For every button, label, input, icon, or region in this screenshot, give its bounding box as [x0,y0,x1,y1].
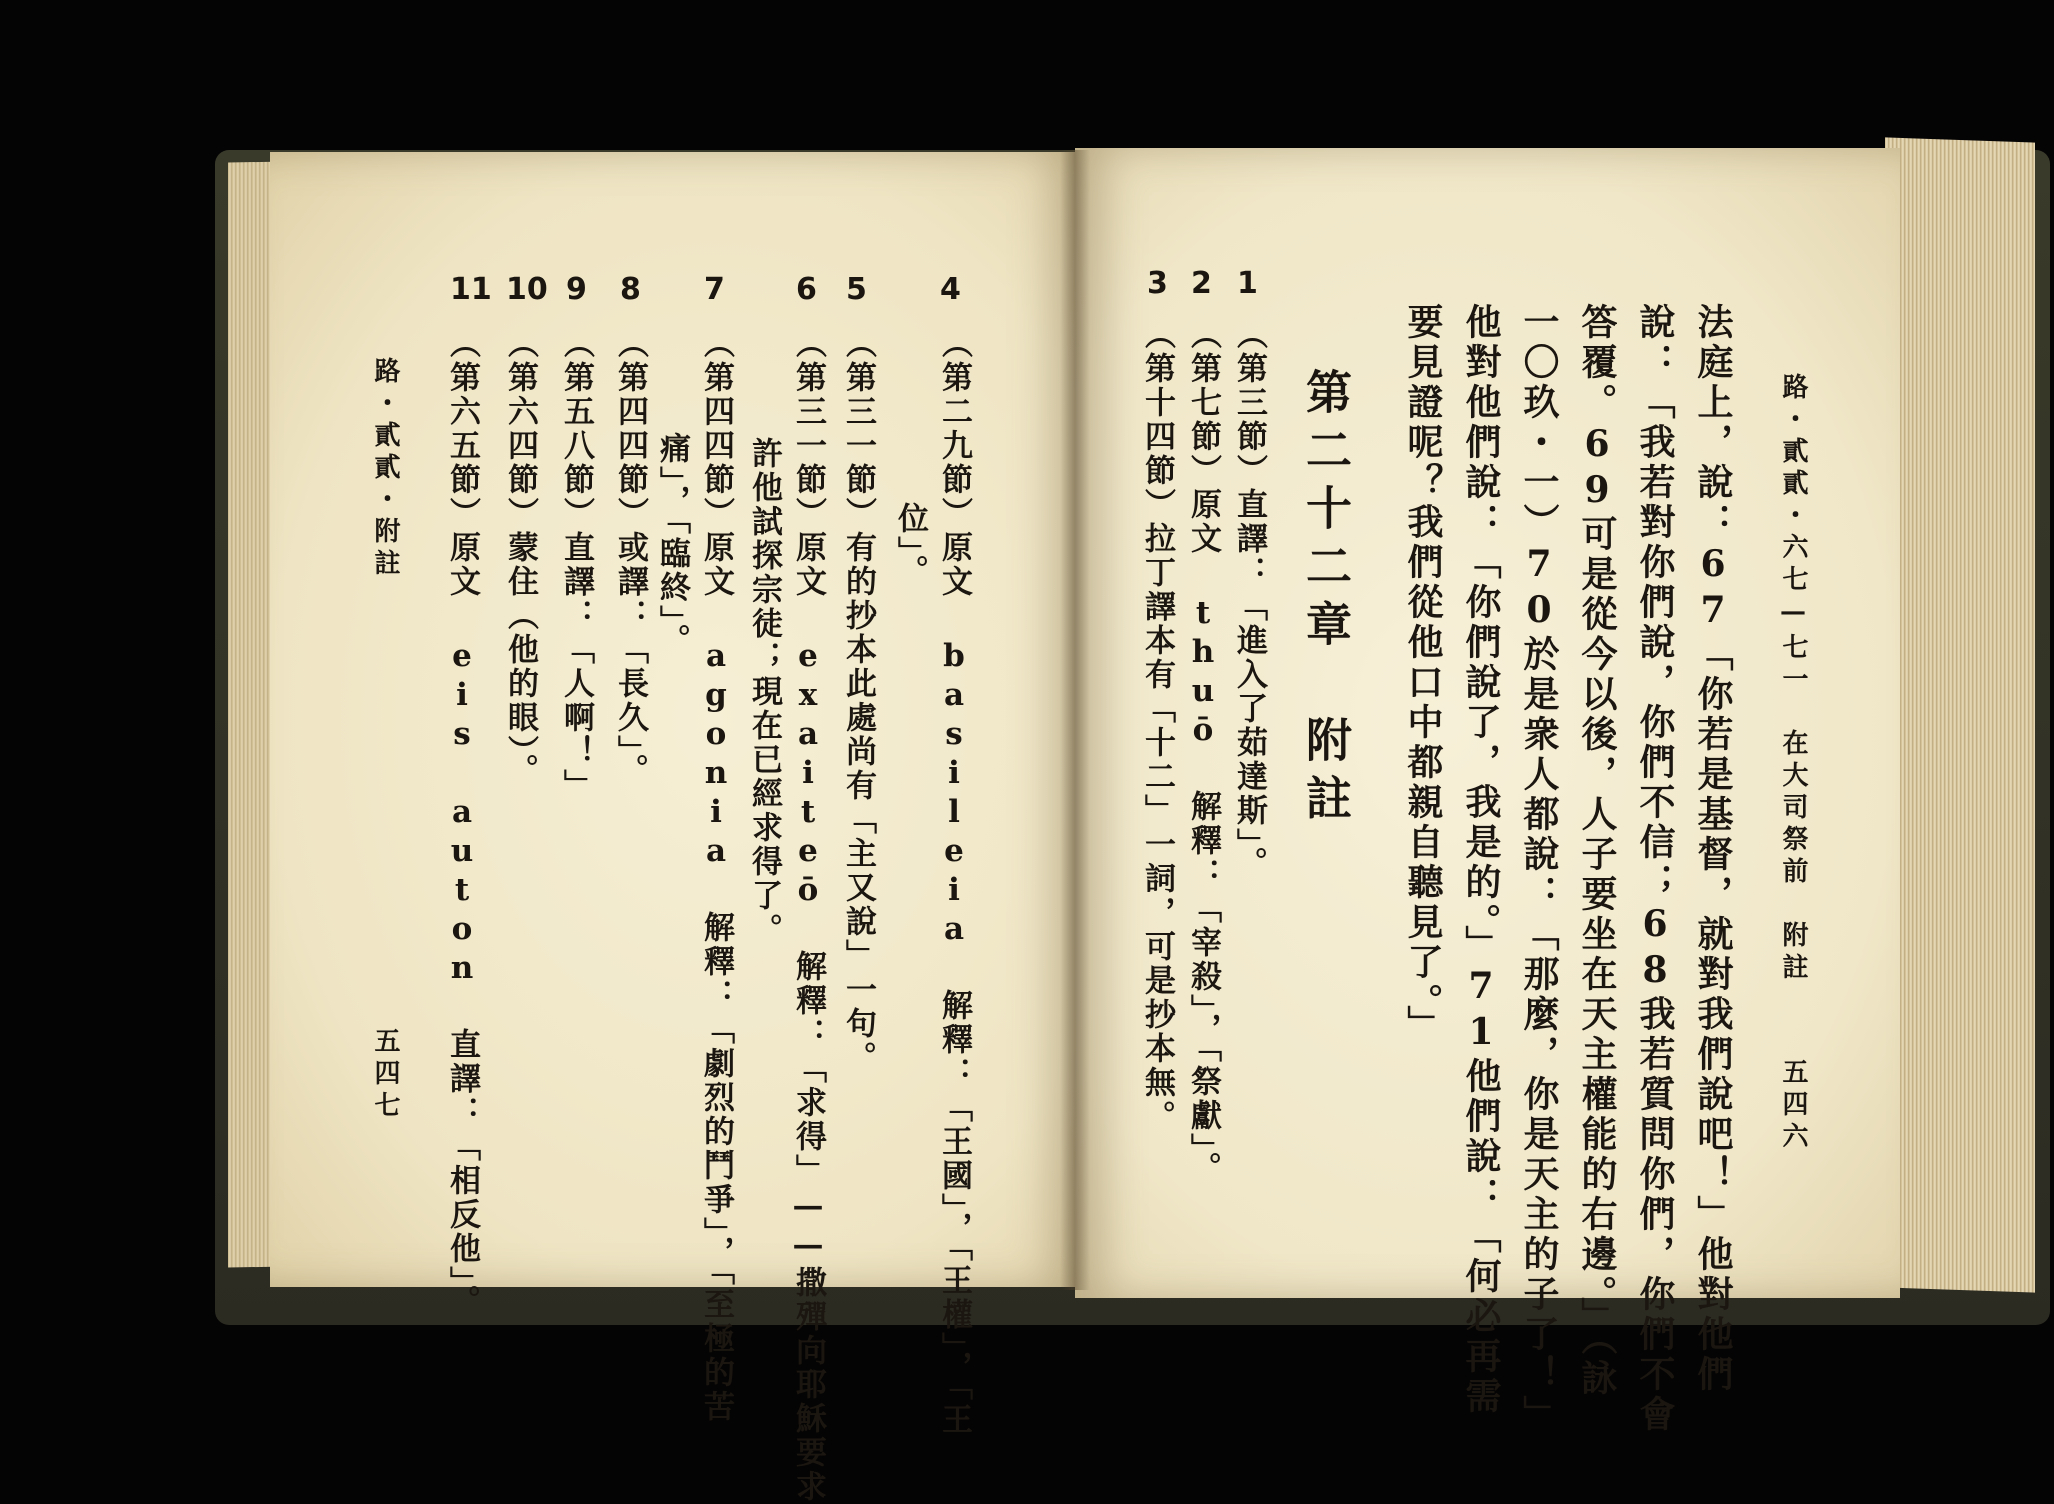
note-line: （第三一節）原文 exaiteō 解釋：「求得」——撒殫向耶穌要求 [790,327,826,1504]
note-number: 3 [1147,266,1168,301]
note-line: 許他試探宗徒；現在已經求得了。 [746,437,782,947]
right-page-number: 五四六 [1778,1058,1808,1154]
note-number: 8 [620,272,641,307]
note-number: 2 [1191,266,1212,301]
body-line: 法庭上，說：67「你若是基督，就對我們說吧！」他對他們 [1692,303,1734,1395]
note-number: 10 [506,272,548,307]
left-running-head: 路・貳貳・附註 [370,357,400,581]
note-number: 9 [566,272,587,307]
note-line: （第七節）原文 thuō 解釋：「宰殺」，「祭獻」。 [1185,318,1221,1186]
note-line: 位」。 [892,502,928,589]
note-line: （第三節）直譯：「進入了茹達斯」。 [1231,318,1267,881]
left-page [270,152,1080,1504]
note-number: 7 [704,272,725,307]
note-line: （第四四節）或譯：「長久」。 [612,327,648,788]
note-line: 痛」，「臨終」。 [654,432,690,658]
body-line: 要見證呢？我們從他口中都親自聽見了。」 [1402,303,1444,1045]
book-gutter [1060,150,1090,1290]
note-line: （第四四節）原文 agonia 解釋：「劇烈的鬥爭」，「至極的苦 [698,327,734,1424]
note-line: （第三一節）有的抄本此處尚有「主又說」一句。 [840,327,876,1075]
right-page-edges [1885,137,2035,1292]
note-line: （第十四節）拉丁譯本有「十二」一詞，可是抄本無。 [1139,318,1175,1134]
note-line: （第六四節）蒙住（他的眼）。 [502,327,538,788]
note-line: （第二九節）原文 basileia 解釋：「王國」，「王權」，「王 [936,327,972,1437]
chapter-title: 第二十二章 附註 [1299,368,1353,832]
note-number: 6 [796,272,817,307]
note-number: 1 [1237,266,1258,301]
note-line: （第六五節）原文 eis auton 直譯：「相反他」。 [444,327,480,1319]
body-line: 一〇玖・一）70於是衆人都說：「那麼，你是天主的子了！」 [1518,303,1560,1435]
note-line: （第五八節）直譯：「人啊！」 [558,327,594,803]
body-line: 答覆。69可是從今以後，人子要坐在天主權能的右邊。」（詠 [1576,303,1618,1399]
left-page-number: 五四七 [370,1027,400,1123]
note-number: 4 [940,272,961,307]
note-number: 5 [846,272,867,307]
right-running-head: 路・貳貳・六七—七一 在大司祭前 附註 [1778,373,1808,985]
body-line: 說：「我若對你們說，你們不信；68我若質問你們，你們不會 [1634,303,1676,1435]
note-number: 11 [450,272,492,307]
body-line: 他對他們說：「你們說了，我是的。」71他們說：「何必再需 [1460,303,1502,1417]
right-page [1075,148,1900,1435]
